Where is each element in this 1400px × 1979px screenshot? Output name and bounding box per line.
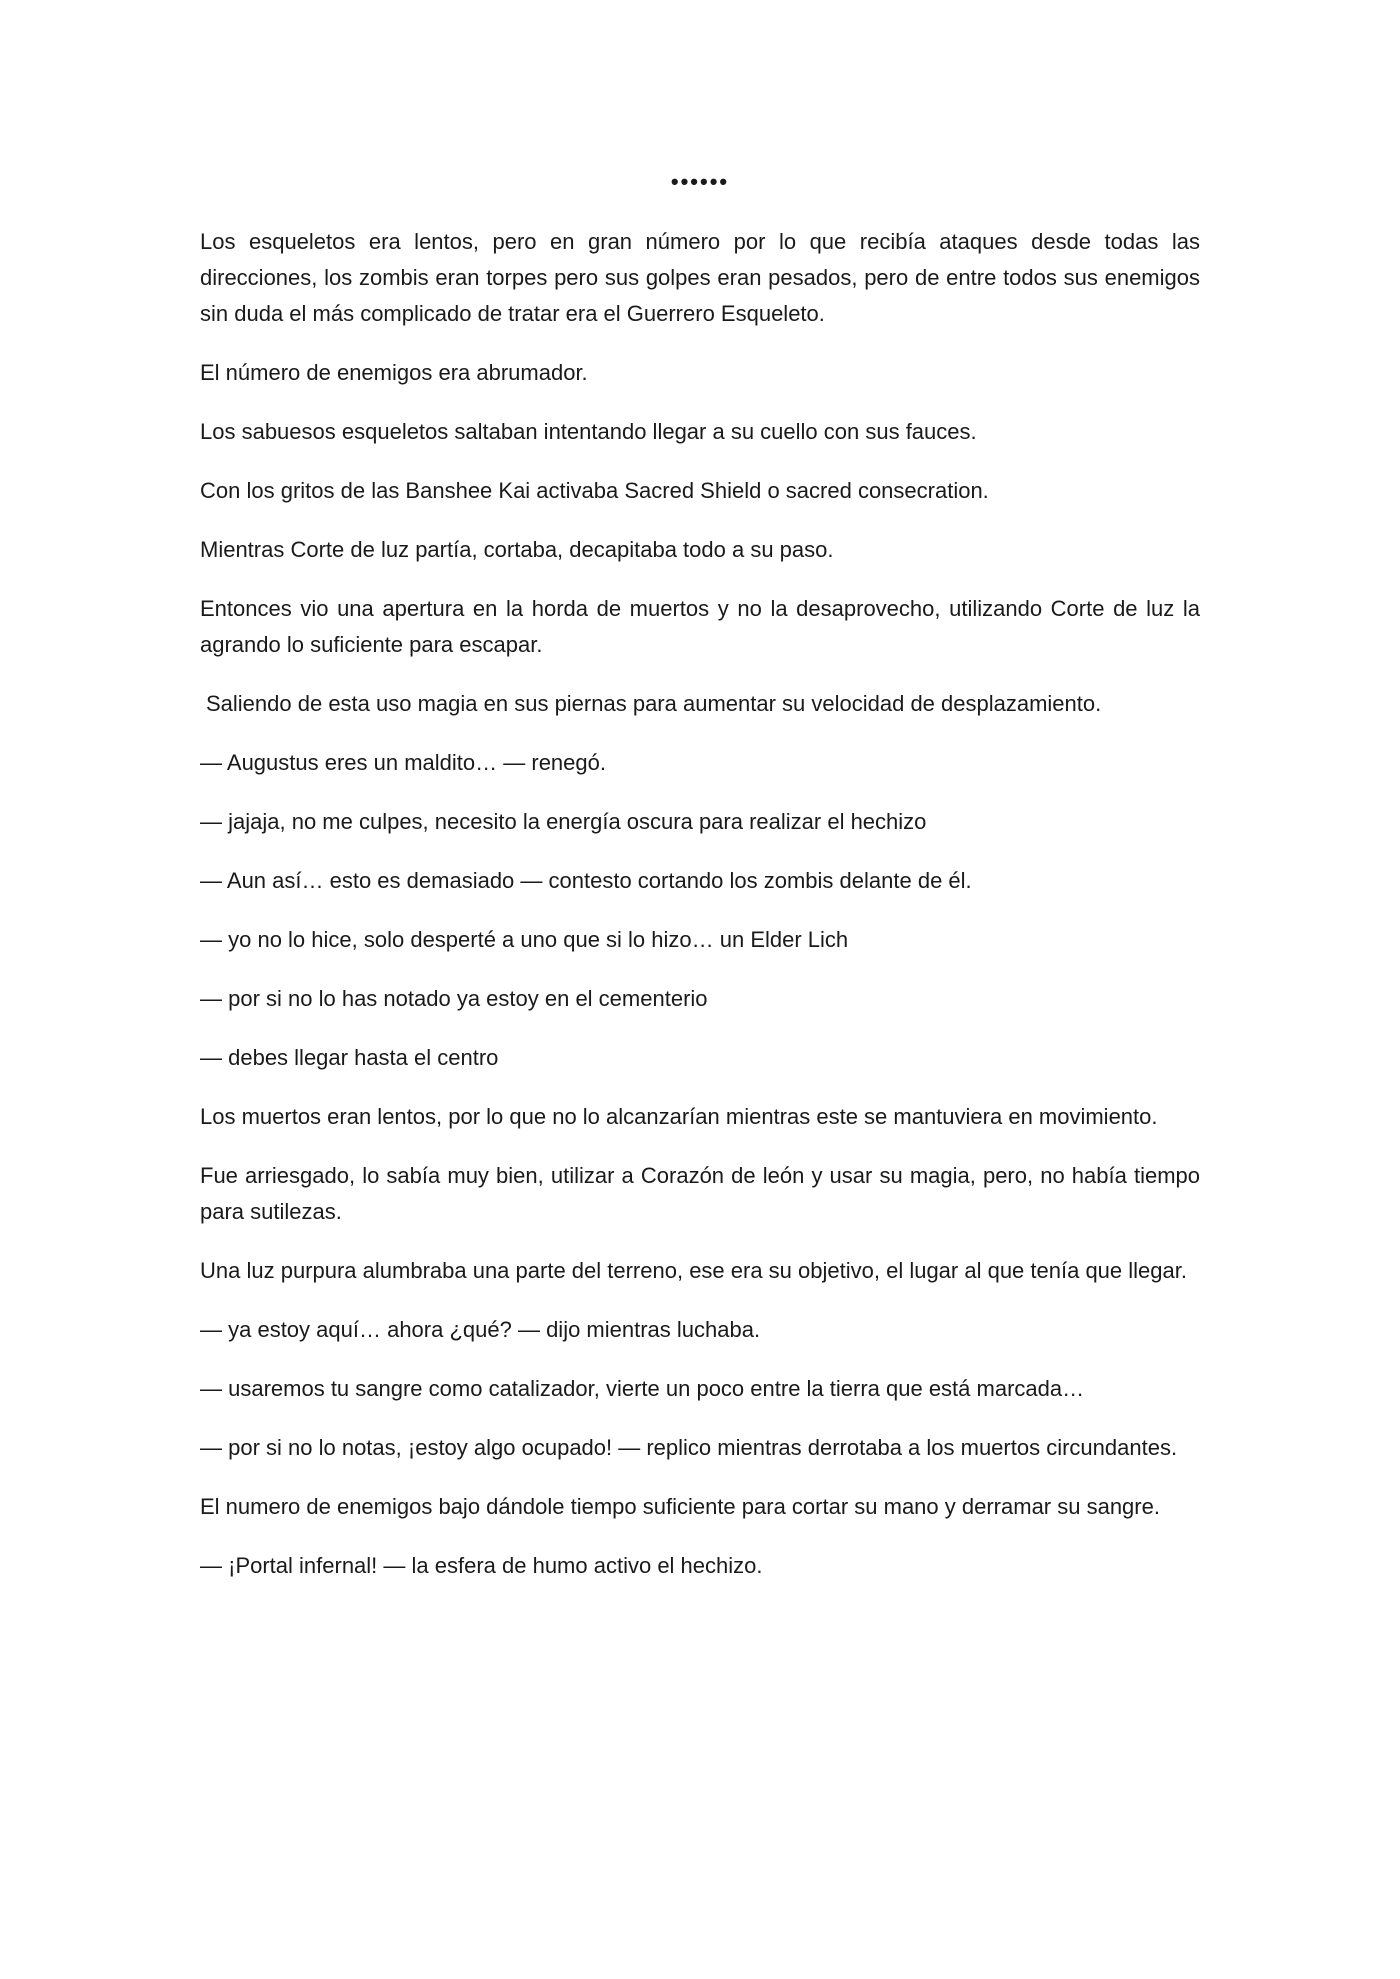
body-text: [200, 224, 1200, 1607]
dialogue-line: — jajaja, no me culpes, necesito la energía oscura para realizar el hechizo: [200, 809, 927, 834]
dialogue-line: — por si no lo has notado ya estoy en el cementerio: [200, 986, 708, 1011]
paragraph: Mientras Corte de luz partía, cortaba, decapitaba todo a su paso.: [200, 537, 834, 562]
paragraph: Con los gritos de las Banshee Kai activaba Sacred Shield o sacred consecration.: [200, 478, 989, 503]
paragraph: Entonces vio una apertura en la horda de muertos y no la desaprovecho, utilizando Corte de luz la agrando lo suficiente para escapar.: [200, 596, 1200, 657]
dialogue-line: — Aun así… esto es demasiado — contesto cortando los zombis delante de él.: [200, 868, 972, 893]
paragraph: Los esqueletos era lentos, pero en gran número por lo que recibía ataques desde todas las direcciones, los zombis eran torpes pero sus golpes eran pesados, pero de entre todos sus enemigos sin duda el más complicado de tratar era el Guerrero Esqueleto.: [200, 229, 1200, 326]
dialogue-line: — yo no lo hice, solo desperté a uno que si lo hizo… un Elder Lich: [200, 927, 849, 952]
dialogue-line: — por si no lo notas, ¡estoy algo ocupado! — replico mientras derrotaba a los muertos circundantes.: [200, 1435, 1178, 1460]
paragraph: El número de enemigos era abrumador.: [200, 360, 588, 385]
paragraph: Una luz purpura alumbraba una parte del terreno, ese era su objetivo, el lugar al que tenía que llegar.: [200, 1258, 1187, 1283]
dialogue-line: — Augustus eres un maldito… — renegó.: [200, 750, 606, 775]
dialogue-line: — debes llegar hasta el centro: [200, 1045, 499, 1070]
paragraph: Los muertos eran lentos, por lo que no lo alcanzarían mientras este se mantuviera en movimiento.: [200, 1104, 1158, 1129]
paragraph: Saliendo de esta uso magia en sus piernas para aumentar su velocidad de desplazamiento.: [206, 691, 1102, 716]
dialogue-line: — ¡Portal infernal! — la esfera de humo activo el hechizo.: [200, 1553, 763, 1578]
dialogue-line: — ya estoy aquí… ahora ¿qué? — dijo mientras luchaba.: [200, 1317, 761, 1342]
dialogue-line: — usaremos tu sangre como catalizador, vierte un poco entre la tierra que está marcada…: [200, 1376, 1085, 1401]
paragraph: El numero de enemigos bajo dándole tiempo suficiente para cortar su mano y derramar su sangre.: [200, 1494, 1160, 1519]
paragraph: Los sabuesos esqueletos saltaban intentando llegar a su cuello con sus fauces.: [200, 419, 977, 444]
section-separator: ••••••: [670, 169, 730, 194]
paragraph: Fue arriesgado, lo sabía muy bien, utilizar a Corazón de león y usar su magia, pero, no había tiempo para sutilezas.: [200, 1163, 1200, 1224]
